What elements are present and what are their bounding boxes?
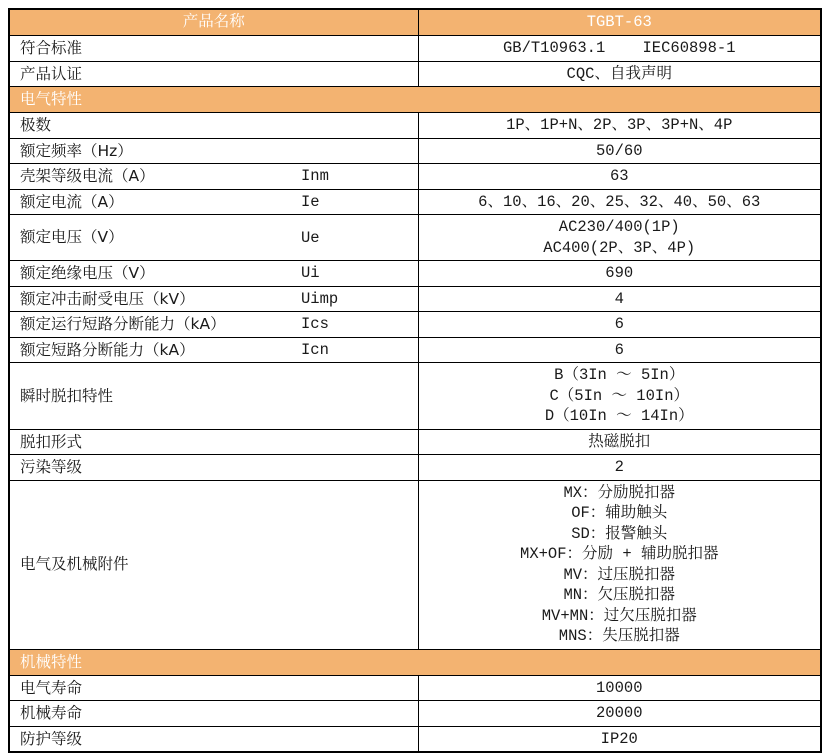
- param-label-cell: [9, 261, 418, 287]
- param-value-line: 6、10、16、20、25、32、40、50、63: [478, 192, 761, 211]
- section-header-row: [9, 87, 821, 113]
- param-label-cell: [9, 312, 418, 338]
- table-row: [9, 113, 821, 139]
- param-value-line: 63: [609, 167, 629, 185]
- param-value-line: SD：报警触头: [571, 524, 668, 543]
- param-value-cell: [418, 215, 821, 261]
- table-row: [9, 286, 821, 312]
- param-label: 极数: [20, 116, 52, 134]
- product-name-header: 产品名称: [9, 9, 418, 36]
- param-value-line: MV：过压脱扣器: [563, 565, 676, 584]
- param-value-cell: [418, 61, 821, 87]
- param-label-cell: [9, 455, 418, 481]
- param-value-cell: [418, 337, 821, 363]
- param-symbol: Ui: [301, 264, 320, 282]
- param-symbol: Ics: [301, 315, 329, 333]
- table-row: [9, 675, 821, 701]
- table-row: [9, 61, 821, 87]
- param-label: 额定电流（A）: [20, 192, 124, 211]
- param-label: 额定冲击耐受电压（kV）: [20, 289, 195, 308]
- spec-table-body: [9, 9, 821, 752]
- param-label: 污染等级: [20, 458, 83, 476]
- param-label: 额定运行短路分断能力（kA）: [20, 315, 226, 333]
- param-label-cell: [9, 113, 418, 139]
- param-label-cell: [9, 480, 418, 649]
- table-row: [9, 726, 821, 752]
- table-row: [9, 701, 821, 727]
- product-spec-table: [8, 8, 822, 753]
- param-label: 额定电压（V）: [20, 228, 124, 247]
- param-value-line: IP20: [600, 729, 638, 748]
- param-value-cell: [418, 726, 821, 752]
- param-label-cell: [9, 363, 418, 430]
- table-row: [9, 164, 821, 190]
- param-value-line: GB/T10963.1 IEC60898-1: [502, 39, 736, 57]
- param-value-line: MN：欠压脱扣器: [563, 586, 676, 604]
- param-value-line: AC400(2P、3P、4P): [543, 238, 696, 257]
- param-label-cell: [9, 675, 418, 701]
- param-symbol: Ue: [301, 228, 320, 247]
- param-value-cell: [418, 113, 821, 139]
- param-value-cell: [418, 455, 821, 481]
- param-symbol: Uimp: [301, 289, 339, 308]
- table-row: [9, 215, 821, 261]
- param-label-cell: [9, 138, 418, 164]
- table-row: [9, 312, 821, 338]
- param-label: 壳架等级电流（A）: [20, 167, 155, 185]
- param-value-line: MX+OF：分励 + 辅助脱扣器: [520, 545, 719, 563]
- table-row: [9, 36, 821, 62]
- table-row: [9, 337, 821, 363]
- param-value-line: D（10In ～ 14In）: [544, 407, 694, 425]
- param-value-line: 6: [614, 340, 624, 359]
- param-label-cell: [9, 337, 418, 363]
- section-title: 机械特性: [9, 649, 821, 675]
- param-value-line: 4: [614, 289, 624, 308]
- param-value-cell: [418, 363, 821, 430]
- param-value-line: B（3In ～ 5In）: [554, 366, 685, 384]
- param-value-cell: [418, 286, 821, 312]
- product-model: TGBT-63: [418, 9, 821, 36]
- param-label: 额定绝缘电压（V）: [20, 264, 155, 282]
- param-value-line: 2: [614, 458, 624, 476]
- param-value-cell: [418, 480, 821, 649]
- param-label: 产品认证: [20, 64, 83, 83]
- param-value-cell: [418, 261, 821, 287]
- section-header-row: [9, 649, 821, 675]
- param-value-line: 热磁脱扣: [588, 432, 651, 451]
- param-value-cell: [418, 138, 821, 164]
- param-value-line: MX：分励脱扣器: [563, 483, 676, 502]
- param-value-line: 6: [614, 315, 624, 333]
- param-value-line: CQC、自我声明: [566, 64, 672, 83]
- param-label-cell: [9, 215, 418, 261]
- table-row: [9, 189, 821, 215]
- param-label: 机械寿命: [20, 704, 83, 722]
- param-label-cell: [9, 726, 418, 752]
- param-label: 防护等级: [20, 729, 83, 748]
- section-title: 电气特性: [9, 87, 821, 113]
- param-value-line: MNS：失压脱扣器: [558, 627, 680, 645]
- param-value-cell: [418, 701, 821, 727]
- param-label: 额定频率（Hz）: [20, 141, 133, 160]
- param-label-cell: [9, 429, 418, 455]
- param-value-cell: [418, 164, 821, 190]
- param-value-cell: [418, 675, 821, 701]
- param-value-cell: [418, 429, 821, 455]
- table-row: [9, 138, 821, 164]
- table-row: [9, 429, 821, 455]
- param-label-cell: [9, 189, 418, 215]
- param-label-cell: [9, 286, 418, 312]
- param-label: 瞬时脱扣特性: [20, 386, 114, 405]
- param-value-cell: [418, 189, 821, 215]
- param-value-line: C（5In ～ 10In）: [549, 386, 689, 405]
- param-label-cell: [9, 36, 418, 62]
- param-value-line: AC230/400(1P): [558, 218, 680, 236]
- param-symbol: Icn: [301, 340, 329, 359]
- param-value-cell: [418, 36, 821, 62]
- param-value-line: MV+MN：过欠压脱扣器: [541, 606, 697, 625]
- param-symbol: Ie: [301, 192, 320, 211]
- param-label-cell: [9, 61, 418, 87]
- param-label: 电气寿命: [20, 678, 83, 697]
- table-row: [9, 261, 821, 287]
- table-row: [9, 455, 821, 481]
- param-value-line: 10000: [595, 678, 643, 697]
- param-value-line: 690: [605, 264, 634, 282]
- param-label: 脱扣形式: [20, 432, 83, 451]
- table-row: [9, 363, 821, 430]
- param-value-line: OF：辅助触头: [571, 504, 668, 522]
- param-value-line: 50/60: [595, 141, 643, 160]
- param-label-cell: [9, 164, 418, 190]
- table-title-row: [9, 9, 821, 36]
- param-label: 额定短路分断能力（kA）: [20, 340, 195, 359]
- param-symbol: Inm: [301, 167, 329, 185]
- param-value-line: 20000: [595, 704, 643, 722]
- param-label-cell: [9, 701, 418, 727]
- table-row: [9, 480, 821, 649]
- param-value-cell: [418, 312, 821, 338]
- param-label: 电气及机械附件: [20, 555, 129, 574]
- param-value-line: 1P、1P+N、2P、3P、3P+N、4P: [506, 116, 733, 134]
- param-label: 符合标准: [20, 39, 83, 57]
